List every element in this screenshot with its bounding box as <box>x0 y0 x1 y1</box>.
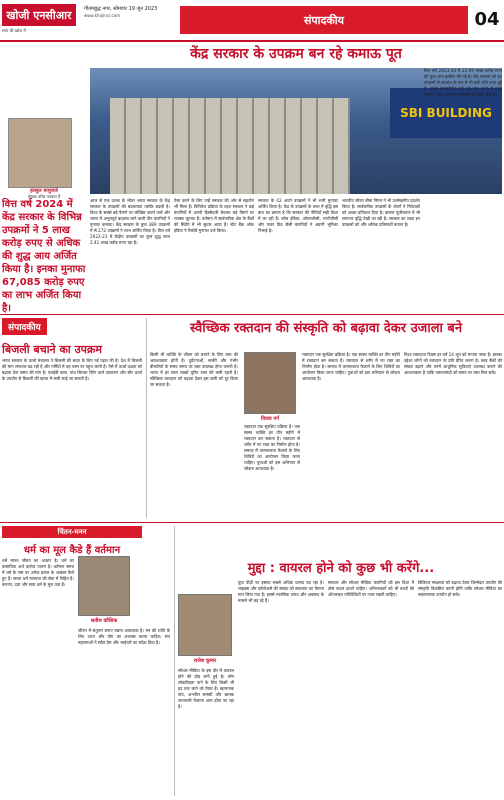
author-photo <box>244 352 296 414</box>
article1-column-4: भारतीय जीवन बीमा निगम ने भी उल्लेखनीय प्रदर्शन किया है। सार्वजनिक उपक्रमों के शेयरों ने निवेशकों को अच्छा प्रतिफल दिया है। बाजार पूंजीकरण में भी लगातार वृद्धि देखी जा रही है। सरकार का लक्ष्य इन उपक्रमों को और अधिक प्रतिस्पर्धी बनाना है। <box>342 198 420 227</box>
building-illustration <box>110 98 350 194</box>
article1-column-1: आज से एक दशक के भीतर भारत सरकार के केंद्र सरकार के उपक्रमों की बदलावात तस्वीर बदली है। विश्व के सबसे बड़े पैमाने पर जोखिम उठाने वाले और भारत में अभूतपूर्व बदलाव लाने वाली तीन कंपनियों ने मुनाफा कमाया। केंद्र सरकार के कुल 389 उपक्रमों में से 272 उपक्रमों ने लाभ अर्जित किया है। वित्त वर्ष 2022-23 में केंद्रीय उपक्रमों का कुल शुद्ध लाभ 2.41 लाख करोड़ रुपए रहा है। <box>90 198 170 245</box>
newspaper-logo: खोजी एनसीआर <box>2 4 76 26</box>
article4-column-3: सरकार और सोशल मीडिया कंपनियों को इस दिशा में ठोस कदम उठाने चाहिए। अभिभावकों को भी बच्चों की ऑनलाइन गतिविधियों पर नजर रखनी चाहिए। <box>328 580 414 597</box>
article1-column-2: ऐसा करने के लिए उन्हें सरकार की ओर से सहयोग भी मिला है। विनिवेश प्रक्रिया के तहत सरकार ने कई कंपनियों में अपनी हिस्सेदारी बेचकर बड़े पैमाने पर राजस्व जुटाया है। वर्तमान में सार्वजनिक क्षेत्र के बैंकों की स्थिति में भी सुधार आया है। स्टेट बैंक ऑफ इंडिया ने रिकॉर्ड मुनाफा दर्ज किया। <box>174 198 254 233</box>
pull-quote: वित्त वर्ष 2024 में केंद्र सरकार के विभिन्न उपक्रमों ने 5 लाख करोड़ रुपए से अधिक की शुद्ध आय अर्जित किया है। इनका मुनाफा 67,085 करोड़ रुपए का लाभ अर्जित किया है। <box>2 199 86 314</box>
editorial-label: संपादकीय <box>2 318 47 335</box>
article2-column-2: रक्तदान एक सुरक्षित प्रक्रिया है। एक स्वस्थ व्यक्ति हर तीन महीने में रक्तदान कर सकता है। रक्तदान से शरीर में नए रक्त का निर्माण होता है। समाज में जागरूकता फैलाने के लिए शिविरों का आयोजन किया जाना चाहिए। युवाओं को इस अभियान से जोड़ना आवश्यक है। <box>302 352 400 381</box>
article4-column-2: युवा पीढ़ी पर इसका सबसे अधिक प्रभाव पड़ रहा है। लाइक्स और फॉलोअर्स की संख्या को सफलता का पैमाना मान लिया गया है। इससे मानसिक तनाव और अवसाद के मामले भी बढ़ रहे हैं। <box>238 580 324 603</box>
author-photo <box>78 556 130 616</box>
thought-column-1: धर्म मानव जीवन का आधार है। धर्म का वास्तविक अर्थ कर्तव्य पालन है। वर्तमान समय में धर्म के नाम पर अनेक प्रकार के आडंबर फैले हुए हैं। सच्चा धर्म मानवता की सेवा में निहित है। करुणा, दया और सत्य धर्म के मूल तत्व हैं। <box>2 558 74 587</box>
article2-headline: स्वैच्छिक रक्तदान की संस्कृति को बढ़ावा देकर उजाला बने <box>189 321 463 336</box>
author-role: लेखक वरिष्ठ पत्रकार हैं <box>27 194 61 199</box>
thought-column-2: जीवन में संतुलन बनाए रखना आवश्यक है। मन की शांति के लिए ध्यान और योग का अभ्यास करना चाहिए। संत महात्माओं ने सदैव प्रेम और भाईचारे का संदेश दिया है। <box>78 628 170 645</box>
thought-label: चिंतन-मनन <box>2 526 142 538</box>
author-photo <box>178 594 232 656</box>
article2-column-3: विश्व रक्तदाता दिवस हर वर्ष 14 जून को मनाया जाता है। इसका उद्देश्य लोगों को रक्तदान के प्रति प्रेरित करना है। ब्लड बैंकों की संख्या बढ़ाने और उनमें आधुनिक सुविधाएं उपलब्ध कराने की आवश्यकता है ताकि जरूरतमंदों को समय पर रक्त मिल सके। <box>404 352 502 375</box>
section-header: संपादकीय <box>180 6 468 34</box>
article2-column-1: किसी भी व्यक्ति के जीवन को बचाने के लिए रक्त की आवश्यकता होती है। दुर्घटनाओं, सर्जरी और गंभीर बीमारियों के समय समय पर रक्त उपलब्ध होना जरूरी है। भारत में हर साल लाखों यूनिट रक्त की कमी रहती है। स्वैच्छिक रक्तदान को बढ़ावा देकर इस कमी को दूर किया जा सकता है। <box>150 352 238 387</box>
masthead <box>0 0 504 40</box>
article1-column-3: सरकार के 42 अपने उपक्रमों ने भी भारी मुनाफा अर्जित किया है। केंद्र के उपक्रमों के लाभ में वृद्धि इस बात का प्रमाण है कि सरकार की नीतियाँ सही दिशा में जा रही हैं। कोल इंडिया, ओएनजीसी, एनटीपीसी और पावर ग्रिड जैसी कंपनियों ने अग्रणी भूमिका निभाई है। <box>258 198 338 233</box>
author-name: सतीश कौशिक <box>90 618 118 624</box>
column-divider <box>146 318 147 518</box>
photo-sign: SBI BUILDING <box>390 88 502 138</box>
logo-tagline: सत्य की खोज में <box>2 28 26 33</box>
article2-column-4: रक्तदान एक सुरक्षित प्रक्रिया है। एक स्वस्थ व्यक्ति हर तीन महीने में रक्तदान कर सकता है। रक्तदान से शरीर में नए रक्त का निर्माण होता है। समाज में जागरूकता फैलाने के लिए शिविरों का आयोजन किया जाना चाहिए। युवाओं को इस अभियान से जोड़ना आवश्यक है। <box>244 424 300 471</box>
author-name: राजेश कुमार <box>193 658 217 664</box>
article1-headline: केंद्र सरकार के उपक्रम बन रहे कमाऊ पूत <box>190 46 402 62</box>
editorial-body: भारत सरकार के ऊर्जा मंत्रालय ने बिजली की बचत के लिए नई पहल की है। देश में बिजली की मांग लगातार बढ़ रही है और गर्मियों में यह चरम पर पहुंच जाती है। ऐसे में ऊर्जा दक्षता को बढ़ावा देना समय की मांग है। एलईडी बल्ब, पांच सितारा रेटिंग वाले उपकरण और सौर ऊर्जा के उपयोग से बिजली की खपत में कमी लाई जा सकती है। <box>2 358 142 381</box>
author-photo <box>8 118 72 188</box>
article4-headline: मुद्दा : वायरल होने को कुछ भी करेंगे... <box>247 561 435 576</box>
website-line: www.khojincr.com <box>84 13 121 18</box>
section-rule <box>0 522 504 523</box>
editorial-subhead: बिजली बचाने का उपक्रम <box>2 343 102 356</box>
dateline: गौतमबुद्ध नगर, सोमवार 19 जून 2023 <box>84 6 158 12</box>
author-name: हरशुल माथुराजे <box>30 188 58 194</box>
author-name: विजय गर्ग <box>260 416 280 422</box>
article1-column-5: वित्त वर्ष 2023-24 में 22.09 लाख करोड़ रुपए की कुल आय हासिल की गई है। केंद्र सरकार को इन उपक्रमों से लाभांश के रूप में भी बड़ी राशि प्राप्त हुई है। इससे राजकोषीय घाटे को कम करने में मदद मिली है और आधारभूत संरचना में निवेश बढ़ा है। <box>424 68 502 97</box>
header-rule <box>0 40 504 42</box>
page-number: 04 <box>474 9 500 30</box>
section-rule <box>0 314 504 315</box>
article4-column-4: डिजिटल साक्षरता को बढ़ावा देकर जिम्मेदार उपयोग की संस्कृति विकसित करनी होगी ताकि सोशल मीडिया का सकारात्मक उपयोग हो सके। <box>418 580 502 597</box>
thought-subhead: धर्म का मूल कैडे हैं वर्तमान <box>23 545 121 556</box>
article4-column-1: सोशल मीडिया के इस दौर में वायरल होने की होड़ लगी हुई है। लोग लोकप्रियता पाने के लिए किसी भी हद तक जाने को तैयार हैं। खतरनाक स्टंट, अश्लील सामग्री और भ्रामक जानकारी फैलाना आम होता जा रहा है। <box>178 668 234 709</box>
